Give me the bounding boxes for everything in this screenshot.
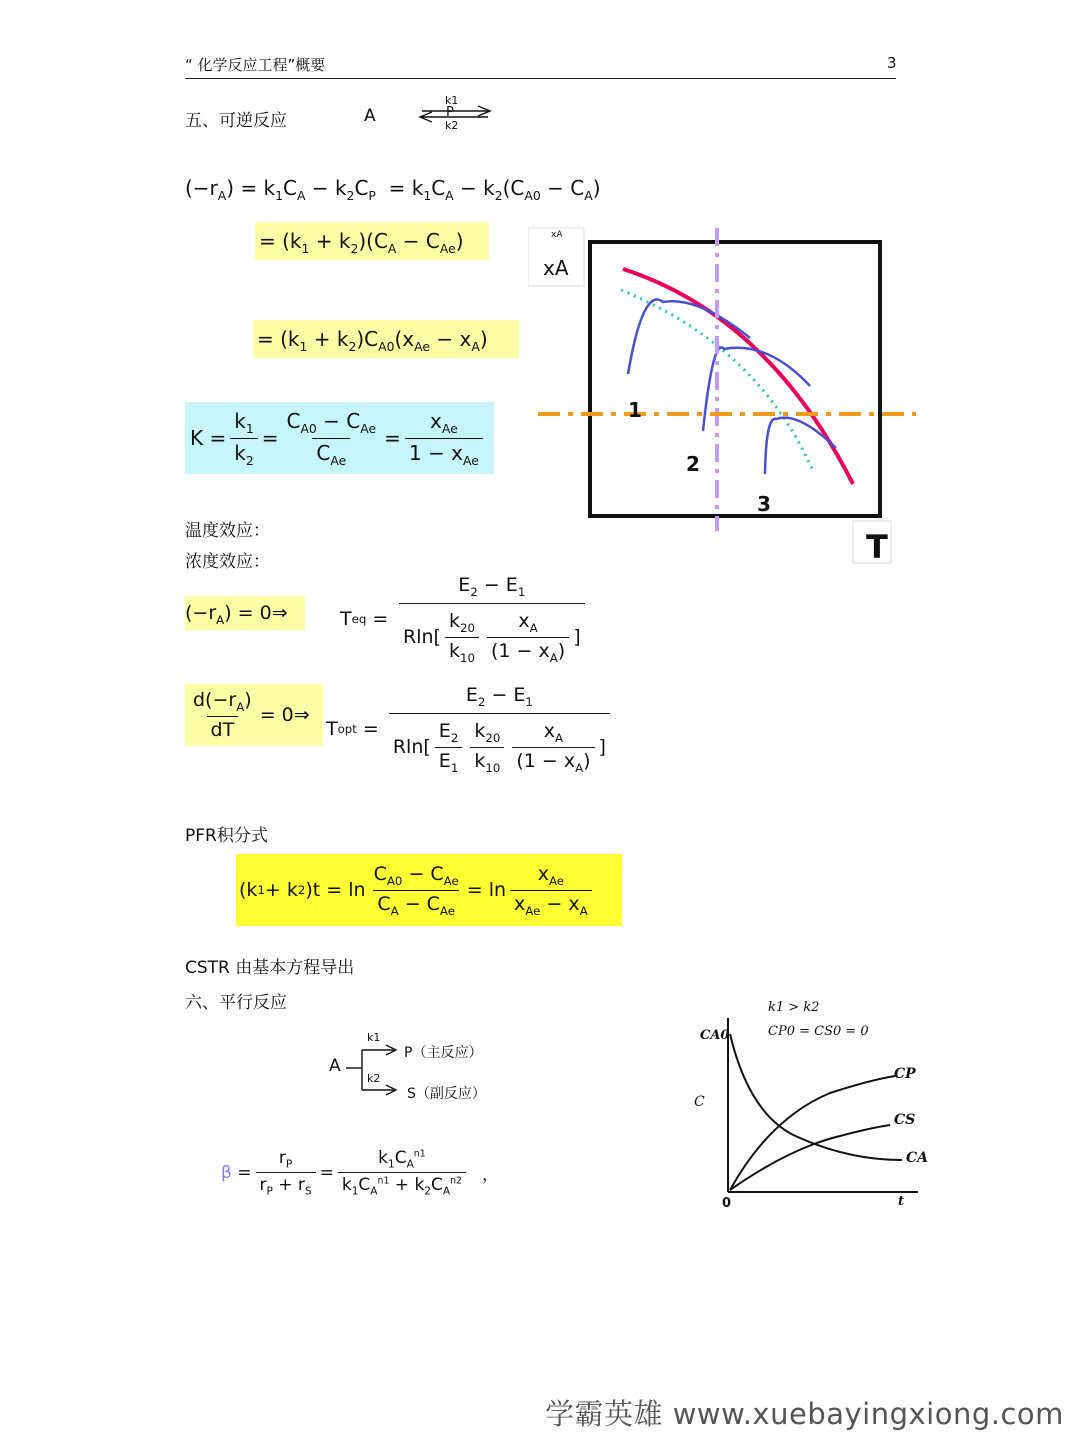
condition-k1-gt-k2: k1 > k2 <box>768 1000 820 1015</box>
conversion-temperature-plot <box>528 226 918 566</box>
product-p-label: P <box>446 105 454 120</box>
temperature-effect-label: 温度效应： <box>185 521 270 541</box>
ca0-label: CA0 <box>700 1028 730 1043</box>
parallel-k2: k2 <box>367 1072 381 1085</box>
equilibrium-condition: $(-r_A)$ = 0⇒ <box>185 596 305 630</box>
selectivity-formula: β = $\frac{r_P}{r_P + r_S}$ = $\frac{k_1C_A^{n1}}{k_1C_A^{n1} + k_2C_A^{n2}}$ ， <box>221 1148 499 1198</box>
watermark: 学霸英雄 www.xuebayingxiong.com <box>545 1397 1064 1431</box>
curve-label-1: 1 <box>628 398 642 422</box>
parallel-species-a: A <box>329 1056 341 1076</box>
reaction-species-a: A <box>364 106 376 126</box>
cs-curve-label: CS <box>894 1112 916 1128</box>
pfr-integral-eq: (k 1 + k 2 )t = ln $\frac{C_{A0} - C_{Ae}}{C_A - C_{Ae}}$ = ln $\frac{x_{Ae}}{x_{Ae} - x_A}$ <box>236 854 622 926</box>
rate-eq-conversion-form: = $(k_1 + k_2)C_{A0}(x_{Ae} - x_A)$ <box>253 320 519 358</box>
parallel-k1: k1 <box>367 1031 381 1044</box>
reversible-arrow <box>416 94 496 136</box>
cstr-text: CSTR 由基本方程导出 <box>185 958 355 978</box>
main-reaction-label: P（主反应） <box>404 1045 483 1061</box>
section5-heading: 五、可逆反应 <box>185 111 287 131</box>
curve-label-3: 3 <box>757 492 771 516</box>
equilibrium-constant-eq: K = $\frac{k_1}{k_2}$ = $\frac{C_{A0} - C_{Ae}}{C_{Ae}}$ = $\frac{x_{Ae}}{1 - x_{Ae}}$ <box>185 402 494 474</box>
origin-label: 0 <box>722 1196 732 1211</box>
section6-heading: 六、平行反应 <box>185 993 287 1013</box>
page-number: 3 <box>887 54 897 72</box>
teq-formula: T eq = $E_2 - E_1$ Rln[ $\frac{k_{20}}{k_{10}}$ $\frac{x_A}{(1 - x_A)}$ ] <box>340 574 589 664</box>
header-title: “ 化学反应工程”概要 <box>185 56 326 74</box>
figure-concentration-time <box>690 998 930 1216</box>
beta-symbol: β <box>221 1162 232 1183</box>
cp-curve-label: CP <box>894 1066 916 1082</box>
t-axis-label: t <box>898 1194 905 1209</box>
c-axis-label: C <box>694 1094 705 1110</box>
optimum-condition: $\frac{d(-r_A)}{dT}$ = 0⇒ <box>185 684 323 746</box>
condition-initial-zero: CP0 = CS0 = 0 <box>768 1024 869 1039</box>
parallel-reaction-diagram <box>328 1030 528 1110</box>
y-axis-small-label: xA <box>551 230 563 240</box>
side-reaction-label: S（副反应） <box>407 1086 486 1102</box>
x-axis-label: T <box>866 528 888 566</box>
header-rule <box>185 78 896 79</box>
topt-formula: T opt = $E_2 - E_1$ Rln[ $\frac{E_2}{E_1}$ $\frac{k_{20}}{k_{10}}$ $\frac{x_A}{(1 - x_A)}$ ] <box>326 684 614 774</box>
rate-equation: $(-r_A) = k_1C_A - k_2C_P = k_1C_A - k_2(C_{A0} - C_A)$ <box>185 176 601 203</box>
trailing-comma: ， <box>481 1165 499 1186</box>
y-axis-label: xA <box>543 256 569 280</box>
k2-label: k2 <box>445 119 459 132</box>
concentration-effect-label: 浓度效应： <box>185 552 270 572</box>
figure-conversion-temperature <box>528 226 918 566</box>
rate-eq-conc-form: = $(k_1 + k_2)(C_A - C_{Ae})$ <box>255 222 489 260</box>
pfr-label: PFR积分式 <box>185 826 268 846</box>
curve-label-2: 2 <box>686 452 700 476</box>
ca-curve-label: CA <box>906 1150 929 1166</box>
k1-label: k1 <box>445 94 459 107</box>
